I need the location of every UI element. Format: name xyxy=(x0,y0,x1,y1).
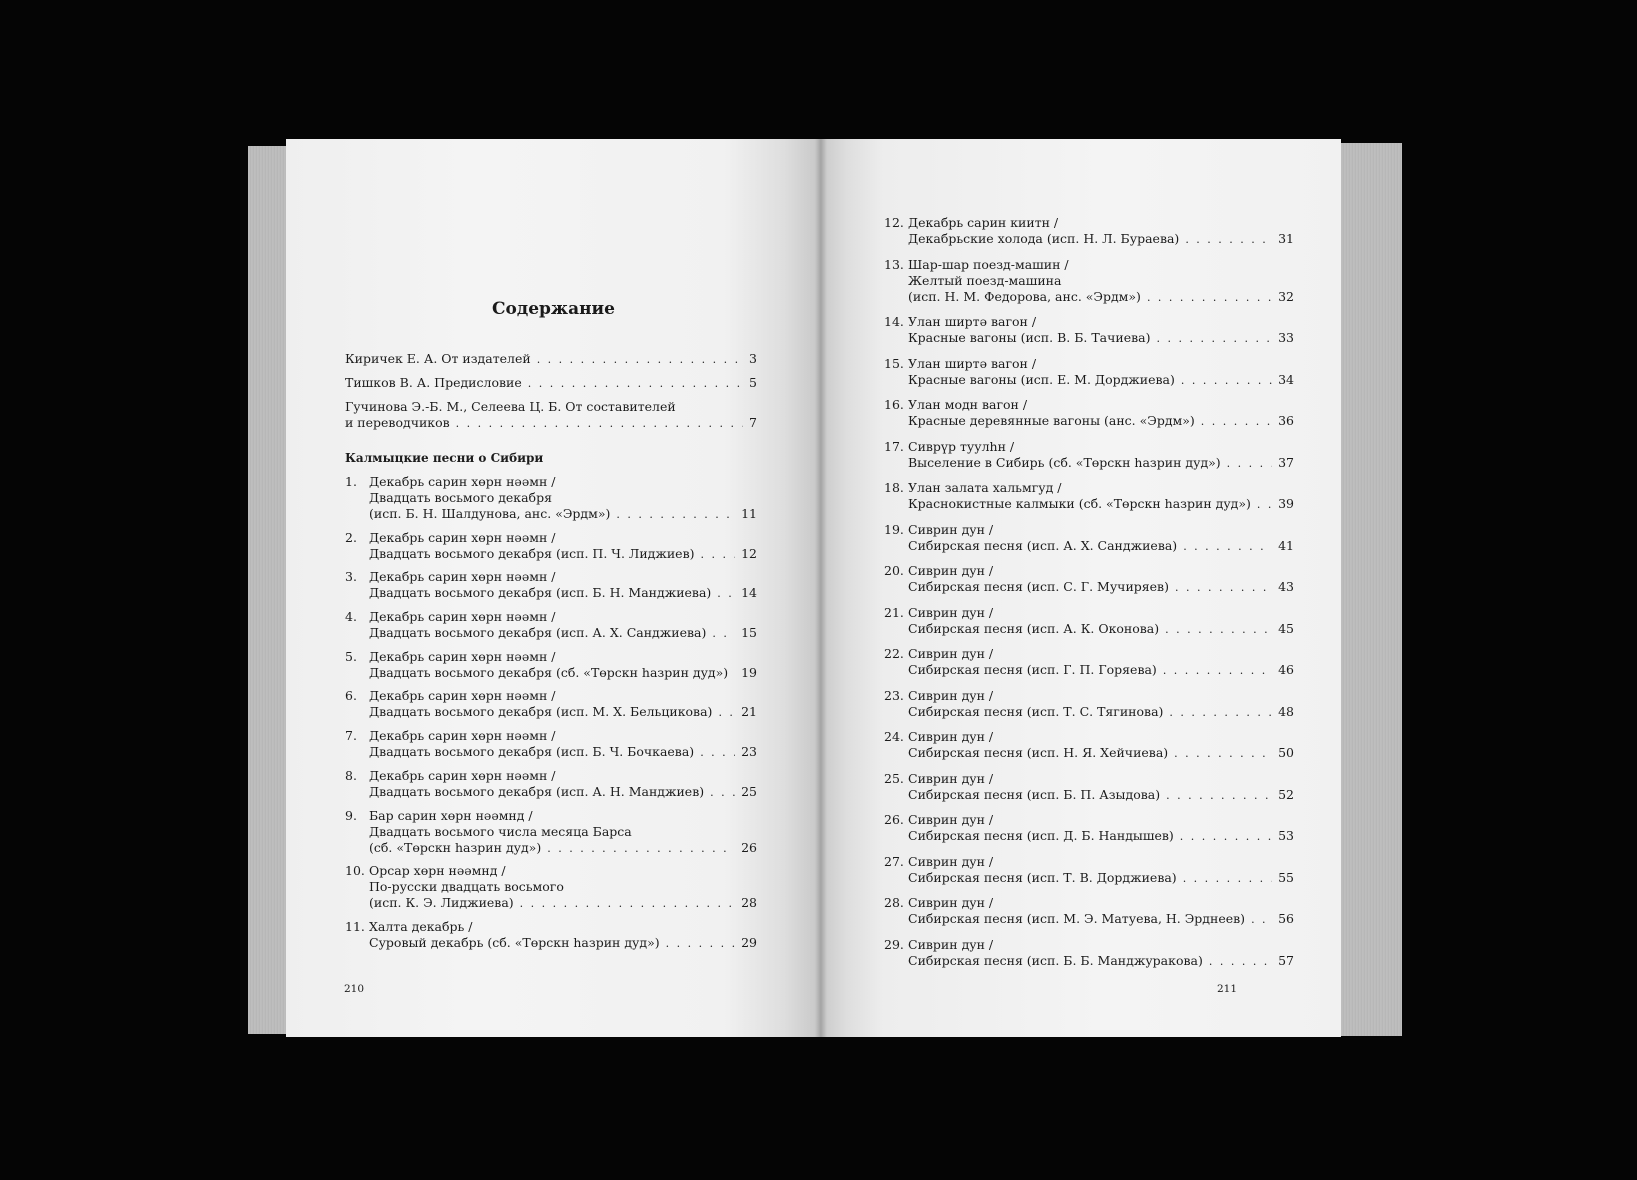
entry-line: Выселение в Сибирь (сб. «Төрскн һазрин дуд») xyxy=(908,454,1221,470)
entry-line: Красные вагоны (исп. Е. М. Дорджиева) xyxy=(908,371,1175,387)
entry-number: 26. xyxy=(884,812,904,827)
entry-number: 5. xyxy=(345,648,357,664)
gutter-shadow xyxy=(815,139,827,1037)
entry-line: Халта декабрь / xyxy=(369,918,473,934)
entry-number: 14. xyxy=(884,314,904,329)
page-number: 50 xyxy=(1278,745,1294,760)
page-number: 29 xyxy=(741,934,757,950)
toc-entry xyxy=(345,863,757,912)
entry-line: Сиврүр туулһн / xyxy=(908,438,1015,454)
page-number-footer: 211 xyxy=(1216,983,1237,995)
entry-line: Сибирская песня (исп. С. Г. Мучиряев) xyxy=(908,579,1169,594)
toc-entry xyxy=(345,688,757,721)
page-number: 45 xyxy=(1278,620,1294,636)
entry-line: Сибирская песня (исп. Д. Б. Нандышев) xyxy=(908,828,1174,843)
right-page xyxy=(821,139,1341,1037)
entry-line: Суровый декабрь (сб. «Төрскн һазрин дуд») xyxy=(369,934,660,950)
entry-number: 28. xyxy=(884,895,904,910)
page-number: 39 xyxy=(1278,496,1294,511)
entry-number: 25. xyxy=(884,770,904,786)
entry-line: Декабрь сарин хөрн нәәмн / xyxy=(369,529,556,545)
entry-number: 7. xyxy=(345,728,357,744)
front-matter-text: Киричек Е. А. От издателей xyxy=(345,351,531,366)
entry-line: Двадцать восьмого декабря (исп. А. Н. Манджиев) xyxy=(369,783,705,799)
entry-number: 11. xyxy=(345,918,365,934)
page-number: 23 xyxy=(741,744,757,760)
entry-line: Желтый поезд-машина xyxy=(908,272,1062,288)
entry-line: Сиврин дун / xyxy=(908,812,994,827)
toc-entry xyxy=(884,854,1294,887)
page-number: 53 xyxy=(1278,828,1294,843)
front-matter-item xyxy=(345,399,757,432)
entry-number: 19. xyxy=(884,521,904,537)
front-matter-text: Тишков В. А. Предисловие xyxy=(345,375,522,390)
entry-line: Двадцать восьмого декабря (сб. «Төрскн һазрин дуд») xyxy=(369,664,729,680)
page-number: 56 xyxy=(1278,911,1294,926)
page-number: 28 xyxy=(741,895,757,911)
toc-entry xyxy=(884,605,1294,638)
entry-number: 15. xyxy=(884,355,904,371)
entry-line: Бар сарин хөрн нәәмнд / xyxy=(369,807,533,823)
entry-line: Двадцать восьмого декабря (исп. Б. Ч. Бочкаева) xyxy=(369,744,695,760)
page-number: 33 xyxy=(1278,330,1294,345)
entry-line: Шар-шар поезд-машин / xyxy=(908,256,1069,272)
entry-line: (сб. «Төрскн һазрин дуд») xyxy=(369,839,542,855)
page-number: 43 xyxy=(1278,579,1294,594)
front-matter-list xyxy=(345,351,757,439)
entry-line: Сибирская песня (исп. Б. П. Азыдова) xyxy=(908,786,1161,802)
entry-line: Улан ширтә вагон / xyxy=(908,355,1037,371)
entry-line: Сибирская песня (исп. Т. С. Тягинова) xyxy=(908,703,1164,719)
entry-line: Сиврин дун / xyxy=(908,687,994,703)
entry-line: Улан залата хальмгуд / xyxy=(908,480,1062,495)
front-matter-item xyxy=(345,375,757,392)
toc-entry xyxy=(345,609,757,642)
toc-entry xyxy=(345,569,757,602)
page-number: 14 xyxy=(741,585,757,601)
entry-line: Декабрь сарин хөрн нәәмн / xyxy=(369,569,556,585)
entry-number: 8. xyxy=(345,767,357,783)
toc-entry xyxy=(884,646,1294,679)
entry-line: Сибирская песня (исп. Г. П. Горяева) xyxy=(908,662,1157,677)
page-number: 52 xyxy=(1278,786,1294,802)
page-number: 25 xyxy=(741,783,757,799)
toc-entry xyxy=(345,808,757,857)
toc-entry xyxy=(884,314,1294,347)
entry-line: (исп. Н. М. Федорова, анс. «Эрдм») xyxy=(908,288,1141,304)
toc-entry xyxy=(345,649,757,682)
entry-number: 24. xyxy=(884,729,904,744)
toc-entry xyxy=(884,480,1294,513)
entry-number: 27. xyxy=(884,853,904,869)
page-number: 41 xyxy=(1278,537,1294,553)
entry-line: Декабрь сарин хөрн нәәмн / xyxy=(369,728,556,744)
entry-line: Сиврин дун / xyxy=(908,563,994,578)
page-number: 7 xyxy=(749,415,757,430)
entry-number: 17. xyxy=(884,438,904,454)
toc-entry xyxy=(345,768,757,801)
toc-entry xyxy=(345,474,757,523)
toc-list-left xyxy=(345,474,757,959)
entry-line: Двадцать восьмого декабря (исп. П. Ч. Лиджиев) xyxy=(369,545,695,561)
entry-line: Сибирская песня (исп. Б. Б. Манджуракова) xyxy=(908,952,1203,968)
entry-number: 13. xyxy=(884,256,904,272)
page-number: 48 xyxy=(1278,703,1294,719)
entry-line: Сиврин дун / xyxy=(908,853,994,869)
entry-line: Краснокистные калмыки (сб. «Төрскн һазрин дуд») xyxy=(908,496,1251,511)
entry-line: Декабрь сарин хөрн нәәмн / xyxy=(369,609,556,625)
entry-number: 9. xyxy=(345,807,357,823)
entry-number: 6. xyxy=(345,688,357,704)
entry-line: Двадцать восьмого декабря (исп. Б. Н. Манджиева) xyxy=(369,585,712,601)
page-number: 37 xyxy=(1278,454,1294,470)
page-number: 15 xyxy=(741,625,757,641)
page-number: 57 xyxy=(1278,952,1294,968)
page-stack-right xyxy=(1338,143,1402,1036)
left-page xyxy=(286,139,821,1037)
toc-entry xyxy=(884,812,1294,845)
entry-number: 22. xyxy=(884,646,904,661)
toc-entry xyxy=(345,919,757,952)
page-number: 19 xyxy=(741,664,757,680)
contents-heading: Содержание xyxy=(492,299,615,319)
entry-line: Двадцать восьмого декабря xyxy=(369,490,552,505)
toc-entry xyxy=(884,563,1294,596)
page-number-footer: 210 xyxy=(344,983,365,995)
page-number: 36 xyxy=(1278,413,1294,428)
entry-line: Улан модн вагон / xyxy=(908,397,1028,412)
entry-line: Сиврин дун / xyxy=(908,770,994,786)
toc-entry xyxy=(884,397,1294,430)
toc-entry xyxy=(884,771,1294,804)
toc-entry xyxy=(884,356,1294,389)
entry-line: Декабрь сарин киитн / xyxy=(908,215,1059,230)
entry-number: 3. xyxy=(345,569,357,585)
page-number: 5 xyxy=(749,375,757,390)
front-matter-item xyxy=(345,351,757,368)
entry-line: Двадцать восьмого декабря (исп. А. Х. Санджиева) xyxy=(369,625,707,641)
entry-line: Двадцать восьмого числа месяца Барса xyxy=(369,823,632,839)
toc-entry xyxy=(345,530,757,563)
page-number: 34 xyxy=(1278,371,1294,387)
toc-entry xyxy=(884,688,1294,721)
entry-line: Красные деревянные вагоны (анс. «Эрдм») xyxy=(908,413,1195,428)
page-number: 26 xyxy=(741,839,757,855)
entry-number: 1. xyxy=(345,474,357,489)
entry-line: Сиврин дун / xyxy=(908,521,994,537)
entry-number: 20. xyxy=(884,563,904,578)
entry-number: 21. xyxy=(884,604,904,620)
entry-number: 23. xyxy=(884,687,904,703)
toc-entry xyxy=(884,895,1294,928)
entry-line: Декабрьские холода (исп. Н. Л. Бураева) xyxy=(908,231,1180,246)
page-number: 55 xyxy=(1278,869,1294,885)
page-number: 21 xyxy=(741,704,757,720)
entry-line: Сибирская песня (исп. А. К. Оконова) xyxy=(908,620,1160,636)
toc-entry xyxy=(345,728,757,761)
toc-entry xyxy=(884,729,1294,762)
entry-line: Декабрь сарин хөрн нәәмн / xyxy=(369,688,556,704)
page-number: 12 xyxy=(741,545,757,561)
entry-number: 4. xyxy=(345,609,357,625)
entry-number: 2. xyxy=(345,529,357,545)
entry-line: (исп. Б. Н. Шалдунова, анс. «Эрдм») xyxy=(369,506,611,521)
front-matter-text: и переводчиков xyxy=(345,415,450,430)
entry-line: Сиврин дун / xyxy=(908,936,994,952)
page-number: 32 xyxy=(1278,288,1294,304)
toc-entry xyxy=(884,215,1294,248)
section-title: Калмыцкие песни о Сибири xyxy=(345,451,544,465)
toc-entry xyxy=(884,937,1294,970)
entry-number: 10. xyxy=(345,863,365,879)
entry-line: Орсар хөрн нәәмнд / xyxy=(369,863,506,879)
entry-line: Сиврин дун / xyxy=(908,729,994,744)
entry-line: Сиврин дун / xyxy=(908,895,994,910)
entry-line: Сибирская песня (исп. Н. Я. Хейчиева) xyxy=(908,745,1169,760)
page-number: 46 xyxy=(1278,662,1294,677)
entry-number: 29. xyxy=(884,936,904,952)
toc-list-right xyxy=(884,215,1294,978)
toc-entry xyxy=(884,439,1294,472)
entry-line: Декабрь сарин хөрн нәәмн / xyxy=(369,474,556,489)
entry-line: Сиврин дун / xyxy=(908,604,994,620)
page-number: 11 xyxy=(741,506,757,521)
entry-line: Красные вагоны (исп. В. Б. Тачиева) xyxy=(908,330,1151,345)
entry-line: Сиврин дун / xyxy=(908,646,994,661)
entry-line: (исп. К. Э. Лиджиева) xyxy=(369,895,514,911)
entry-line: Сибирская песня (исп. М. Э. Матуева, Н. Эрднеев) xyxy=(908,911,1246,926)
entry-line: По-русски двадцать восьмого xyxy=(369,879,564,895)
entry-line: Сибирская песня (исп. А. Х. Санджиева) xyxy=(908,537,1178,553)
entry-line: Декабрь сарин хөрн нәәмн / xyxy=(369,767,556,783)
toc-entry xyxy=(884,257,1294,306)
entry-number: 16. xyxy=(884,397,904,412)
entry-line: Улан ширтә вагон / xyxy=(908,314,1037,329)
entry-number: 18. xyxy=(884,480,904,495)
page-number: 3 xyxy=(749,351,757,366)
entry-line: Двадцать восьмого декабря (исп. М. Х. Бельцикова) xyxy=(369,704,713,720)
entry-line: Декабрь сарин хөрн нәәмн / xyxy=(369,648,556,664)
entry-line: Сибирская песня (исп. Т. В. Дорджиева) xyxy=(908,869,1177,885)
page-number: 31 xyxy=(1278,231,1294,246)
front-matter-text: Гучинова Э.-Б. М., Селеева Ц. Б. От составителей xyxy=(345,399,676,414)
toc-entry xyxy=(884,522,1294,555)
entry-number: 12. xyxy=(884,215,904,230)
